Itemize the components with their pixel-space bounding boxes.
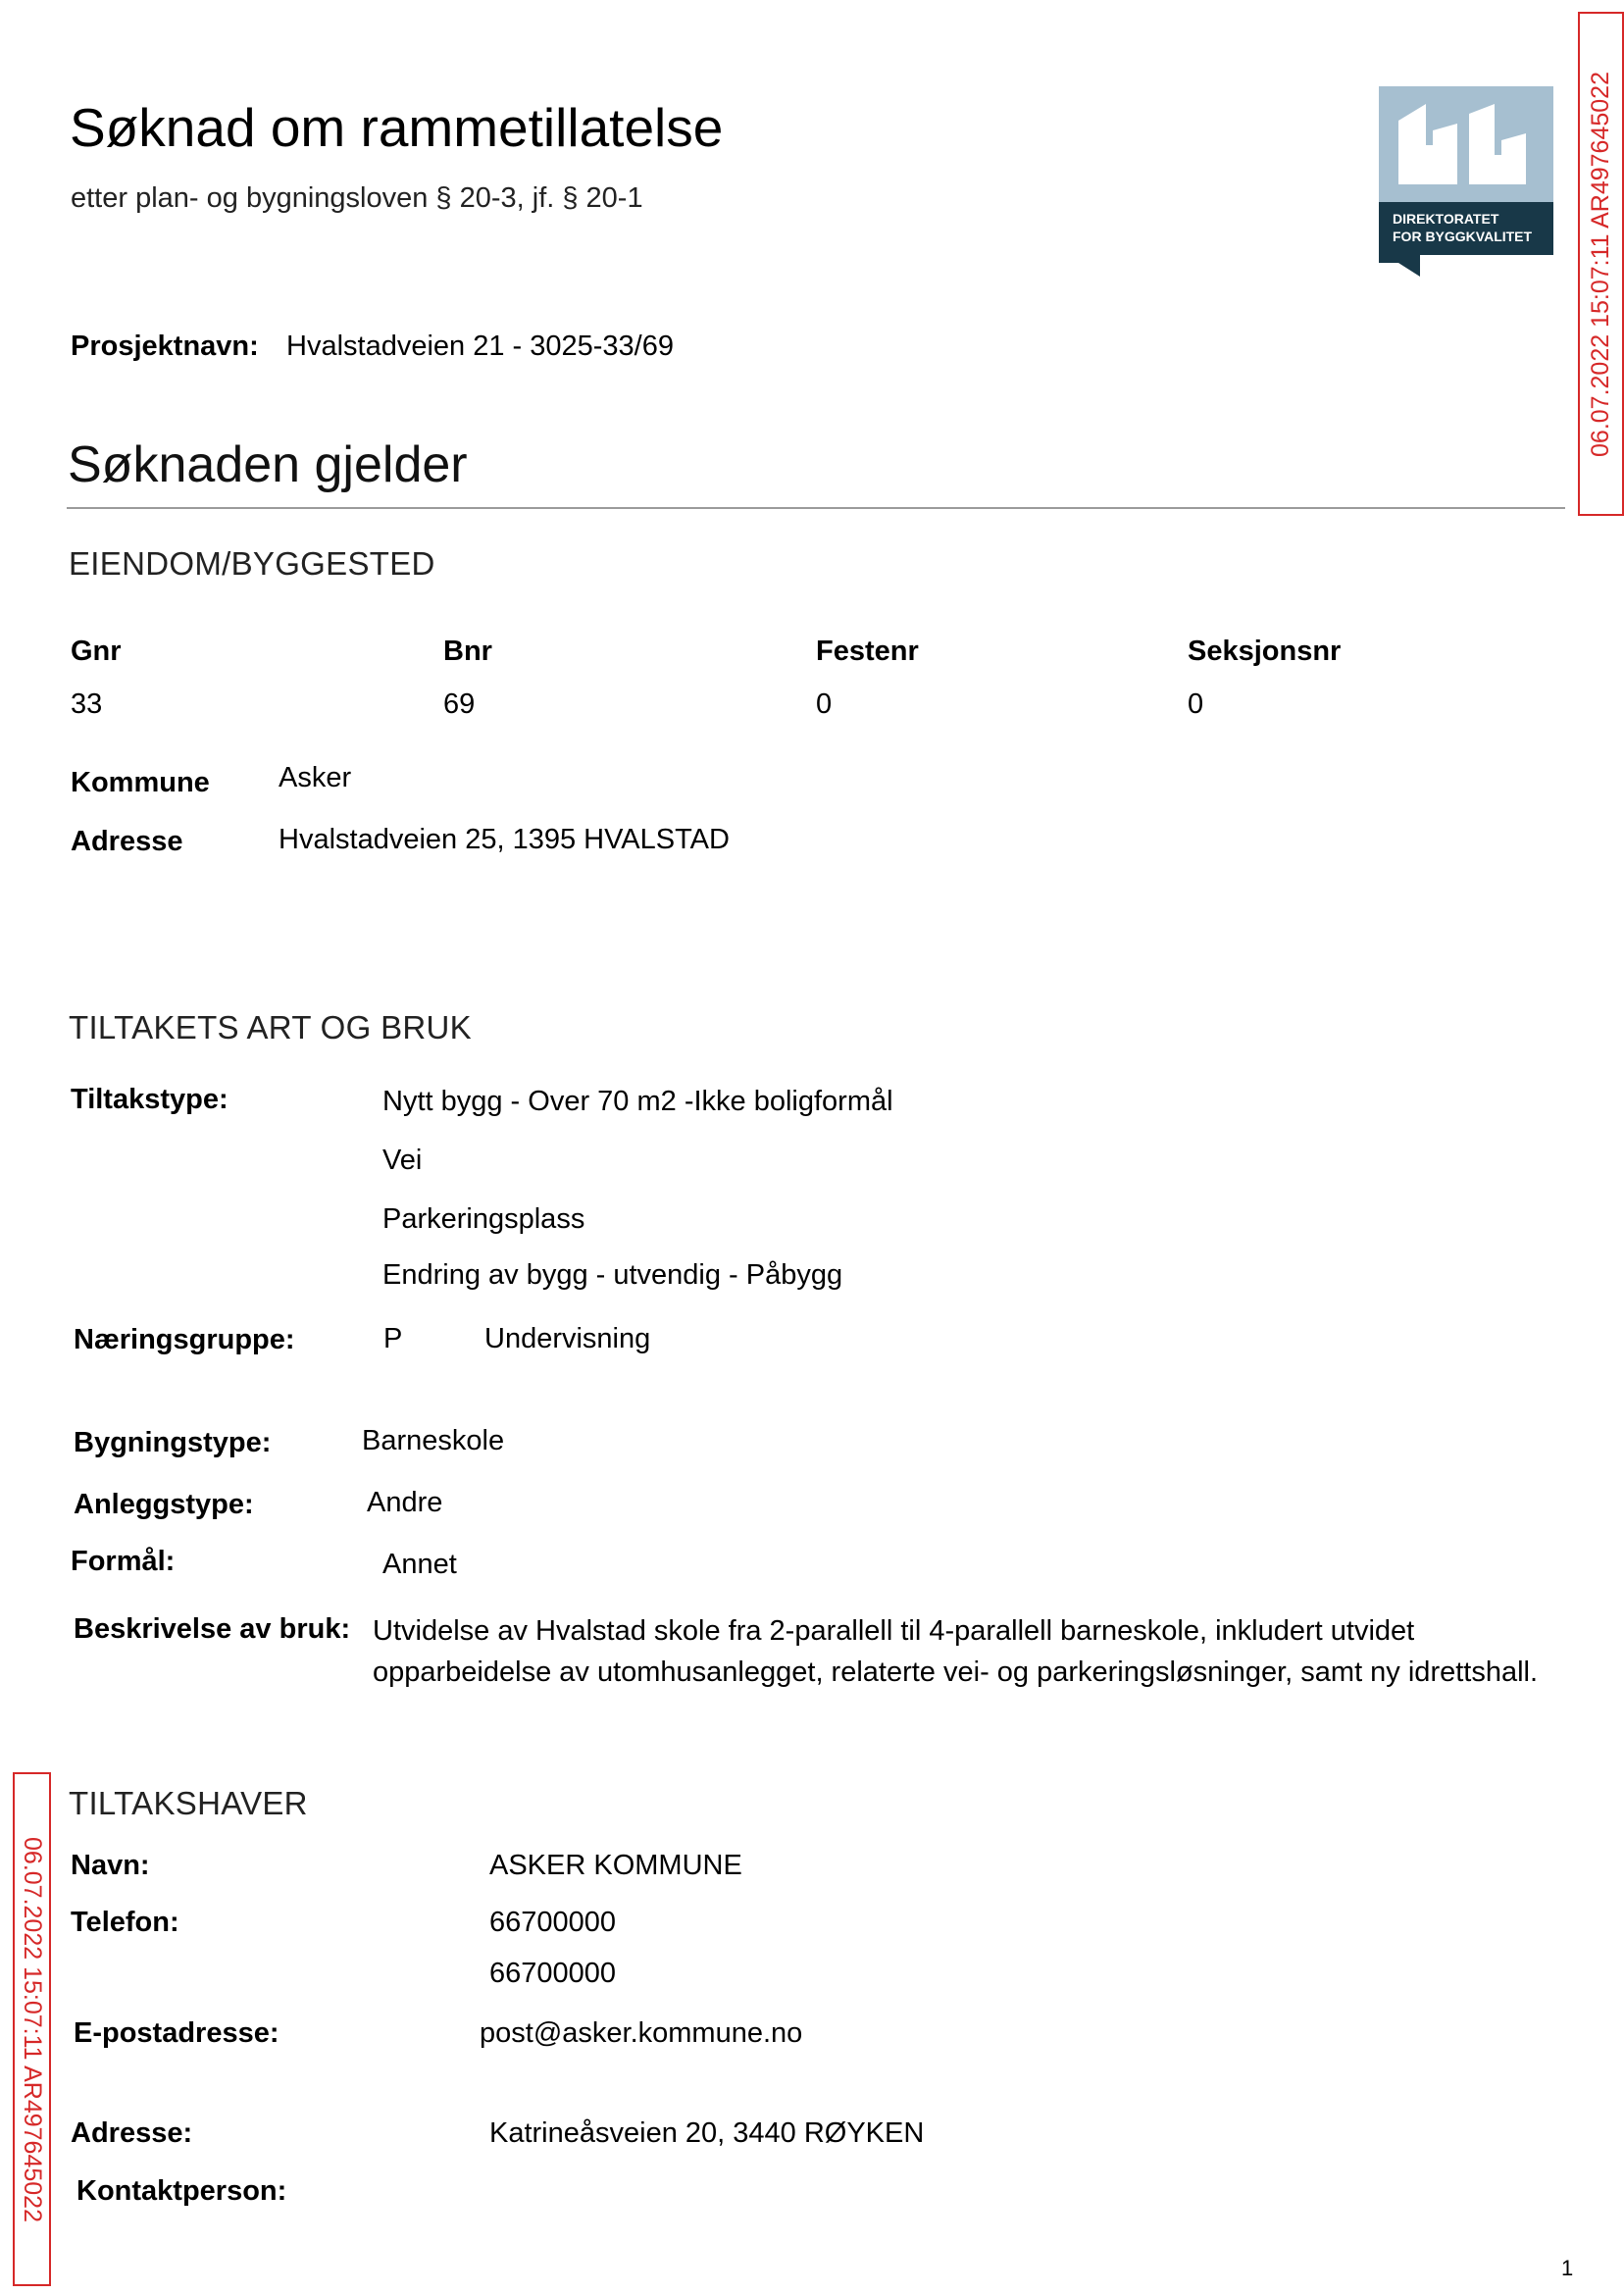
property-heading: EIENDOM/BYGGESTED [69, 545, 435, 582]
document-title: Søknad om rammetillatelse [70, 97, 724, 158]
gnr-value: 33 [71, 688, 103, 720]
kommune-value: Asker [279, 762, 352, 793]
logo-line1: DIREKTORATET [1393, 211, 1499, 227]
archive-stamp-top [1578, 12, 1624, 516]
festenr-label: Festenr [816, 636, 919, 667]
tiltakstype-item-4: Endring av bygg - utvendig - Påbygg [382, 1259, 843, 1291]
telefon-value-2: 66700000 [489, 1958, 617, 1989]
archive-stamp-bottom-text: 06.07.2022 15:07:11 AR497645022 [19, 1836, 46, 2222]
naeringsgruppe-code: P [383, 1323, 403, 1354]
archive-stamp-top-text: 06.07.2022 15:07:11 AR497645022 [1587, 71, 1614, 457]
kommune-label: Kommune [71, 767, 210, 798]
navn-value: ASKER KOMMUNE [489, 1850, 742, 1881]
tiltak-heading: TILTAKETS ART OG BRUK [69, 1009, 472, 1045]
telefon-label: Telefon: [71, 1907, 179, 1938]
anleggstype-value: Andre [367, 1487, 443, 1518]
bnr-value: 69 [443, 688, 476, 720]
epost-label: E-postadresse: [74, 2017, 279, 2049]
beskrivelse-label: Beskrivelse av bruk: [74, 1613, 351, 1645]
naeringsgruppe-value: Undervisning [484, 1323, 651, 1354]
dibk-logo [1379, 86, 1553, 277]
tiltakstype-item-2: Vei [382, 1145, 423, 1176]
section-divider [67, 507, 1565, 509]
kontaktperson-label: Kontaktperson: [76, 2175, 287, 2207]
section-title: Søknaden gjelder [68, 436, 468, 493]
document-subtitle: etter plan- og bygningsloven § 20-3, jf. § 20-1 [71, 182, 643, 214]
tiltakshaver-heading: TILTAKSHAVER [69, 1785, 308, 1821]
telefon-value-1: 66700000 [489, 1907, 617, 1938]
epost-value: post@asker.kommune.no [480, 2017, 803, 2049]
tiltakstype-item-1: Nytt bygg - Over 70 m2 -Ikke boligformål [382, 1086, 893, 1117]
project-value: Hvalstadveien 21 - 3025-33/69 [286, 331, 674, 362]
gnr-label: Gnr [71, 636, 122, 667]
festenr-value: 0 [816, 688, 833, 720]
tiltakstype-label: Tiltakstype: [71, 1084, 228, 1115]
adresse-label: Adresse [71, 826, 183, 857]
seksjonsnr-label: Seksjonsnr [1188, 636, 1342, 667]
tiltakshaver-adresse-value: Katrineåsveien 20, 3440 RØYKEN [489, 2117, 925, 2149]
beskrivelse-value: Utvidelse av Hvalstad skole fra 2-parallell til 4-parallell barneskole, inkludert utvidet opparbeidelse av utomhusanlegget, relaterte vei- og parkeringsløsninger, samt ny idrettshall. [373, 1615, 1539, 1688]
seksjonsnr-value: 0 [1188, 688, 1204, 720]
archive-stamp-bottom [13, 1772, 51, 2286]
naeringsgruppe-label: Næringsgruppe: [74, 1324, 295, 1355]
bygningstype-value: Barneskole [362, 1425, 505, 1456]
navn-label: Navn: [71, 1850, 150, 1881]
tiltakshaver-adresse-label: Adresse: [71, 2117, 193, 2149]
page-number: 1 [1561, 2256, 1574, 2280]
tiltakstype-item-3: Parkeringsplass [382, 1203, 585, 1235]
bygningstype-label: Bygningstype: [74, 1427, 272, 1458]
anleggstype-label: Anleggstype: [74, 1489, 254, 1520]
dibk-logo-graphic [1379, 86, 1553, 277]
project-label: Prosjektnavn: [71, 331, 259, 362]
adresse-value: Hvalstadveien 25, 1395 HVALSTAD [279, 824, 730, 855]
bnr-label: Bnr [443, 636, 492, 667]
logo-line2: FOR BYGGKVALITET [1393, 229, 1533, 244]
formal-value: Annet [382, 1549, 457, 1580]
logo-tab [1379, 255, 1420, 277]
formal-label: Formål: [71, 1546, 176, 1577]
